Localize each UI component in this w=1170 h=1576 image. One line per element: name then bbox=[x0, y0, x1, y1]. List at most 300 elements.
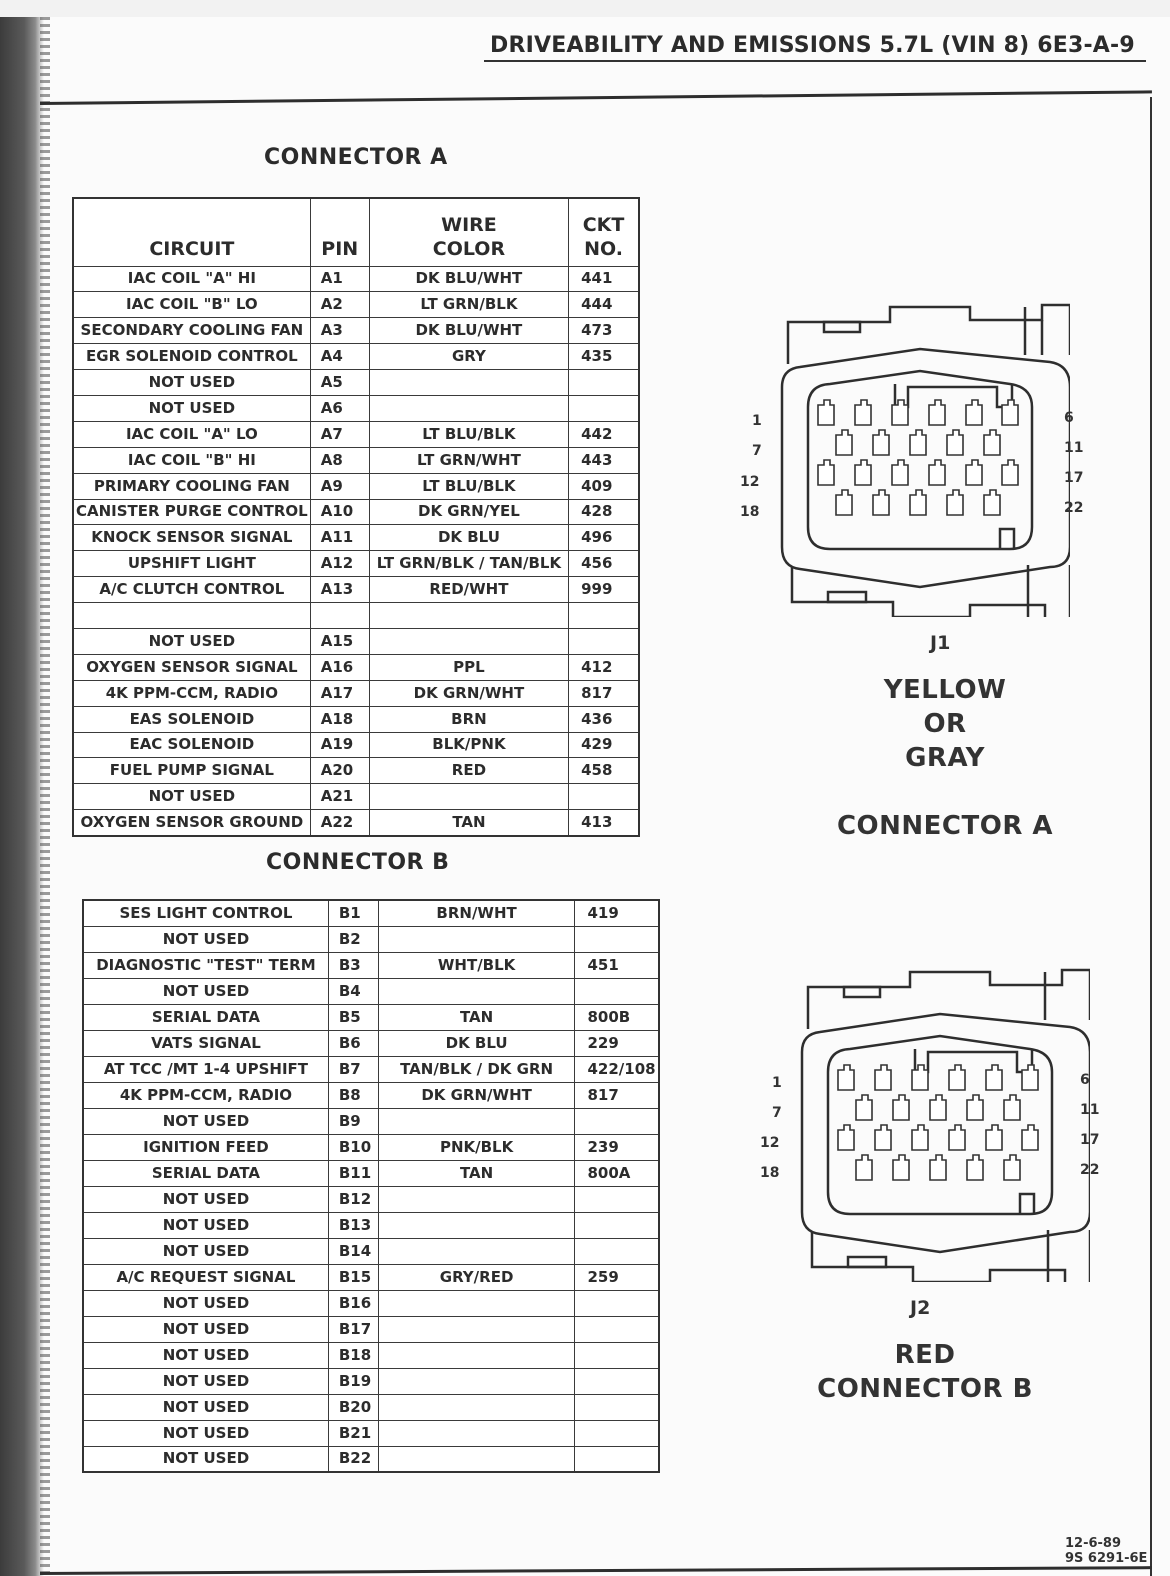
terminal-cavity-icon bbox=[1004, 1095, 1020, 1120]
pin-cell: B12 bbox=[328, 1186, 378, 1212]
pin-cell: B22 bbox=[328, 1446, 378, 1472]
circuit-cell: NOT USED bbox=[83, 1368, 328, 1394]
pin-label-17: 17 bbox=[1080, 1132, 1100, 1148]
pin-cell: A17 bbox=[310, 680, 369, 706]
connector-b-color-label bbox=[810, 1339, 1040, 1407]
wire-color-cell bbox=[378, 1368, 575, 1394]
ckt-number-cell: 229 bbox=[575, 1030, 659, 1056]
pin-label-12: 12 bbox=[740, 474, 760, 490]
terminal-cavity-icon bbox=[893, 1095, 909, 1120]
circuit-cell: NOT USED bbox=[83, 1394, 328, 1420]
terminal-cavity-icon bbox=[967, 1095, 983, 1120]
pin-label-18: 18 bbox=[760, 1165, 780, 1181]
circuit-cell: SECONDARY COOLING FAN bbox=[73, 318, 310, 344]
pin-cell: A3 bbox=[310, 318, 369, 344]
terminal-cavity-icon bbox=[930, 1095, 946, 1120]
ckt-number-cell: 239 bbox=[575, 1134, 659, 1160]
wire-color-cell: LT GRN/BLK bbox=[369, 292, 568, 318]
terminal-cavity-icon bbox=[875, 1065, 891, 1090]
circuit-cell: SES LIGHT CONTROL bbox=[83, 900, 328, 926]
terminal-cavity-icon bbox=[912, 1125, 928, 1150]
ckt-number-cell: 429 bbox=[569, 732, 639, 758]
ckt-number-cell bbox=[575, 1316, 659, 1342]
pin-cell: B18 bbox=[328, 1342, 378, 1368]
wire-color-cell: DK GRN/WHT bbox=[378, 1082, 575, 1108]
terminal-cavity-icon bbox=[947, 490, 963, 515]
table-row bbox=[83, 1290, 659, 1316]
circuit-cell: NOT USED bbox=[83, 1446, 328, 1472]
pin-cell: B9 bbox=[328, 1108, 378, 1134]
pin-label-17: 17 bbox=[1064, 470, 1084, 486]
pin-cell: A16 bbox=[310, 654, 369, 680]
table-row bbox=[83, 926, 659, 952]
circuit-cell: EGR SOLENOID CONTROL bbox=[73, 344, 310, 370]
wire-color-cell: BRN bbox=[369, 706, 568, 732]
table-row bbox=[73, 421, 639, 447]
table-row bbox=[83, 1420, 659, 1446]
table-row bbox=[83, 1316, 659, 1342]
circuit-cell: A/C REQUEST SIGNAL bbox=[83, 1264, 328, 1290]
terminal-cavity-icon bbox=[893, 1155, 909, 1180]
table-row bbox=[83, 1238, 659, 1264]
connector-a-name-label: CONNECTOR A bbox=[836, 811, 1054, 841]
circuit-cell: KNOCK SENSOR SIGNAL bbox=[73, 525, 310, 551]
circuit-cell: VATS SIGNAL bbox=[83, 1030, 328, 1056]
terminal-cavity-icon bbox=[910, 430, 926, 455]
wire-color-cell bbox=[378, 1108, 575, 1134]
manual-page bbox=[0, 17, 1170, 1576]
column-header-wire-color bbox=[369, 198, 568, 266]
wire-color-cell bbox=[378, 1290, 575, 1316]
circuit-cell: NOT USED bbox=[73, 628, 310, 654]
pin-cell: B4 bbox=[328, 978, 378, 1004]
connector-b-rows bbox=[83, 900, 659, 1472]
pin-label-7: 7 bbox=[752, 443, 762, 459]
connector-b-table bbox=[82, 899, 660, 1473]
circuit-cell: NOT USED bbox=[73, 784, 310, 810]
pin-cell: A7 bbox=[310, 421, 369, 447]
circuit-cell: IAC COIL "A" LO bbox=[73, 421, 310, 447]
terminal-cavity-icon bbox=[892, 460, 908, 485]
pin-cell: A20 bbox=[310, 758, 369, 784]
terminal-cavity-icon bbox=[855, 400, 871, 425]
circuit-cell: SERIAL DATA bbox=[83, 1004, 328, 1030]
pin-cell: B5 bbox=[328, 1004, 378, 1030]
ckt-number-cell: 422/108 bbox=[575, 1056, 659, 1082]
connector-j1-label: J1 bbox=[930, 632, 951, 654]
terminal-cavity-icon bbox=[1002, 460, 1018, 485]
ckt-number-cell bbox=[575, 1238, 659, 1264]
table-row bbox=[73, 395, 639, 421]
circuit-cell: CANISTER PURGE CONTROL bbox=[73, 499, 310, 525]
wire-color-cell bbox=[369, 784, 568, 810]
wire-color-cell bbox=[378, 1316, 575, 1342]
frame-top-rule bbox=[40, 90, 1152, 105]
terminal-cavity-icon bbox=[856, 1155, 872, 1180]
ckt-number-cell: 441 bbox=[569, 266, 639, 292]
ckt-number-cell: 458 bbox=[569, 758, 639, 784]
circuit-cell: IGNITION FEED bbox=[83, 1134, 328, 1160]
table-row bbox=[83, 1394, 659, 1420]
table-row bbox=[73, 628, 639, 654]
pin-cell: A10 bbox=[310, 499, 369, 525]
ckt-number-cell: 428 bbox=[569, 499, 639, 525]
table-row bbox=[73, 810, 639, 836]
terminal-cavity-icon bbox=[1022, 1125, 1038, 1150]
circuit-cell: OXYGEN SENSOR GROUND bbox=[73, 810, 310, 836]
circuit-cell: OXYGEN SENSOR SIGNAL bbox=[73, 654, 310, 680]
pin-label-18: 18 bbox=[740, 504, 760, 520]
wire-color-cell: LT BLU/BLK bbox=[369, 421, 568, 447]
ckt-header-line2: NO. bbox=[584, 237, 623, 260]
circuit-cell: NOT USED bbox=[83, 1316, 328, 1342]
ckt-number-cell bbox=[569, 784, 639, 810]
pin-cell: A8 bbox=[310, 447, 369, 473]
color-red: RED bbox=[894, 1340, 956, 1370]
terminal-cavity-icon bbox=[818, 460, 834, 485]
pin-cell: A11 bbox=[310, 525, 369, 551]
page-binding-edge bbox=[0, 17, 44, 1576]
wire-color-cell: LT GRN/BLK / TAN/BLK bbox=[369, 551, 568, 577]
wire-color-cell bbox=[378, 1420, 575, 1446]
circuit-cell: NOT USED bbox=[83, 1108, 328, 1134]
pin-label-11: 11 bbox=[1064, 440, 1084, 456]
column-header-pin: PIN bbox=[310, 198, 369, 266]
table-row bbox=[83, 900, 659, 926]
ckt-number-cell: 444 bbox=[569, 292, 639, 318]
terminal-cavity-icon bbox=[949, 1065, 965, 1090]
table-row bbox=[73, 758, 639, 784]
table-row bbox=[73, 344, 639, 370]
ckt-number-cell: 443 bbox=[569, 447, 639, 473]
circuit-cell bbox=[73, 603, 310, 629]
circuit-cell: NOT USED bbox=[83, 1290, 328, 1316]
pin-label-6: 6 bbox=[1064, 410, 1074, 426]
wire-color-cell: BLK/PNK bbox=[369, 732, 568, 758]
pin-cell: A12 bbox=[310, 551, 369, 577]
connector-j1-diagram bbox=[740, 287, 1084, 654]
wire-color-cell bbox=[378, 1446, 575, 1472]
terminal-cavity-icon bbox=[1002, 400, 1018, 425]
pin-label-12: 12 bbox=[760, 1135, 780, 1151]
circuit-cell: AT TCC /MT 1-4 UPSHIFT bbox=[83, 1056, 328, 1082]
ckt-number-cell bbox=[569, 370, 639, 396]
ckt-number-cell bbox=[575, 1420, 659, 1446]
wire-color-cell bbox=[378, 1394, 575, 1420]
circuit-cell: EAS SOLENOID bbox=[73, 706, 310, 732]
ckt-number-cell: 435 bbox=[569, 344, 639, 370]
terminal-cavity-icon bbox=[836, 430, 852, 455]
terminal-cavity-icon bbox=[838, 1065, 854, 1090]
wire-color-cell bbox=[378, 1186, 575, 1212]
pin-label-11: 11 bbox=[1080, 1102, 1100, 1118]
terminal-cavity-icon bbox=[836, 490, 852, 515]
table-row bbox=[83, 1134, 659, 1160]
terminal-cavity-icon bbox=[873, 490, 889, 515]
terminal-cavity-icon bbox=[929, 460, 945, 485]
ckt-number-cell: 413 bbox=[569, 810, 639, 836]
pin-cell: A2 bbox=[310, 292, 369, 318]
wire-color-cell: LT GRN/WHT bbox=[369, 447, 568, 473]
ckt-number-cell: 419 bbox=[575, 900, 659, 926]
pin-cell: B19 bbox=[328, 1368, 378, 1394]
page-header-title: DRIVEABILITY AND EMISSIONS 5.7L (VIN 8) 6E3-A-9 bbox=[490, 33, 1135, 58]
circuit-cell: SERIAL DATA bbox=[83, 1160, 328, 1186]
pin-cell: A5 bbox=[310, 370, 369, 396]
circuit-cell: DIAGNOSTIC "TEST" TERM bbox=[83, 952, 328, 978]
ckt-number-cell: 496 bbox=[569, 525, 639, 551]
wire-color-cell bbox=[378, 1342, 575, 1368]
circuit-cell: 4K PPM-CCM, RADIO bbox=[83, 1082, 328, 1108]
pin-cell: B15 bbox=[328, 1264, 378, 1290]
table-row bbox=[83, 1342, 659, 1368]
wire-color-cell bbox=[378, 926, 575, 952]
wire-color-cell: DK BLU bbox=[369, 525, 568, 551]
wire-color-cell: TAN bbox=[378, 1160, 575, 1186]
table-row bbox=[83, 1186, 659, 1212]
ckt-number-cell bbox=[569, 603, 639, 629]
footer-figure-code: 9S 6291-6E bbox=[1065, 1550, 1148, 1566]
ckt-number-cell: 451 bbox=[575, 952, 659, 978]
wire-header-line1: WIRE bbox=[441, 214, 497, 236]
pin-cell: B16 bbox=[328, 1290, 378, 1316]
circuit-cell: IAC COIL "B" LO bbox=[73, 292, 310, 318]
table-row bbox=[73, 525, 639, 551]
terminal-cavity-icon bbox=[855, 460, 871, 485]
column-header-circuit: CIRCUIT bbox=[73, 198, 310, 266]
ckt-number-cell: 817 bbox=[569, 680, 639, 706]
ckt-number-cell bbox=[569, 395, 639, 421]
ckt-number-cell bbox=[575, 1186, 659, 1212]
circuit-cell: NOT USED bbox=[73, 370, 310, 396]
circuit-cell: NOT USED bbox=[83, 926, 328, 952]
table-row bbox=[83, 1004, 659, 1030]
wire-color-cell: TAN/BLK / DK GRN bbox=[378, 1056, 575, 1082]
table-row bbox=[73, 292, 639, 318]
pin-cell: B8 bbox=[328, 1082, 378, 1108]
pin-cell: B11 bbox=[328, 1160, 378, 1186]
wire-color-cell bbox=[378, 978, 575, 1004]
ckt-number-cell: 442 bbox=[569, 421, 639, 447]
table-row bbox=[73, 654, 639, 680]
table-row bbox=[73, 370, 639, 396]
wire-color-cell: DK GRN/YEL bbox=[369, 499, 568, 525]
pin-cell: A1 bbox=[310, 266, 369, 292]
ckt-number-cell bbox=[575, 926, 659, 952]
wire-color-cell bbox=[369, 370, 568, 396]
wire-color-cell: DK BLU/WHT bbox=[369, 266, 568, 292]
pin-cell: A22 bbox=[310, 810, 369, 836]
ckt-number-cell: 817 bbox=[575, 1082, 659, 1108]
terminal-cavity-icon bbox=[966, 460, 982, 485]
wire-color-cell: GRY/RED bbox=[378, 1264, 575, 1290]
terminal-cavity-icon bbox=[838, 1125, 854, 1150]
color-or: OR bbox=[923, 708, 967, 739]
color-yellow: YELLOW bbox=[883, 675, 1007, 705]
ckt-number-cell: 800A bbox=[575, 1160, 659, 1186]
circuit-cell: NOT USED bbox=[83, 1186, 328, 1212]
ckt-number-cell bbox=[569, 628, 639, 654]
table-row bbox=[73, 603, 639, 629]
ckt-header-line1: CKT bbox=[582, 214, 625, 236]
ckt-number-cell: 456 bbox=[569, 551, 639, 577]
table-row bbox=[83, 1212, 659, 1238]
wire-color-cell: WHT/BLK bbox=[378, 952, 575, 978]
connector-j2-label: J2 bbox=[910, 1297, 931, 1319]
pin-label-7: 7 bbox=[772, 1105, 782, 1121]
circuit-cell: IAC COIL "A" HI bbox=[73, 266, 310, 292]
connector-b-name-label: CONNECTOR B bbox=[817, 1373, 1033, 1404]
wire-color-cell: DK BLU/WHT bbox=[369, 318, 568, 344]
pin-cell: B6 bbox=[328, 1030, 378, 1056]
table-row bbox=[73, 499, 639, 525]
connector-j1-drawing bbox=[770, 287, 1070, 617]
footer-date: 12-6-89 bbox=[1065, 1536, 1122, 1551]
terminal-cavity-icon bbox=[910, 490, 926, 515]
circuit-cell: NOT USED bbox=[83, 1238, 328, 1264]
table-row bbox=[83, 1446, 659, 1472]
terminal-cavity-icon bbox=[929, 400, 945, 425]
pin-cell: A13 bbox=[310, 577, 369, 603]
terminal-cavity-icon bbox=[1022, 1065, 1038, 1090]
circuit-cell: A/C CLUTCH CONTROL bbox=[73, 577, 310, 603]
pin-cell: B20 bbox=[328, 1394, 378, 1420]
circuit-cell: IAC COIL "B" HI bbox=[73, 447, 310, 473]
connector-j2-diagram bbox=[760, 952, 1100, 1319]
pin-cell: A15 bbox=[310, 628, 369, 654]
wire-color-cell: PNK/BLK bbox=[378, 1134, 575, 1160]
wire-color-cell: RED bbox=[369, 758, 568, 784]
wire-color-cell: DK BLU bbox=[378, 1030, 575, 1056]
terminal-cavity-icon bbox=[986, 1065, 1002, 1090]
table-row bbox=[83, 1030, 659, 1056]
wire-color-cell bbox=[378, 1238, 575, 1264]
ckt-number-cell bbox=[575, 978, 659, 1004]
frame-right-rule bbox=[1150, 97, 1152, 1576]
wire-color-cell bbox=[369, 628, 568, 654]
circuit-cell: UPSHIFT LIGHT bbox=[73, 551, 310, 577]
pin-cell: B3 bbox=[328, 952, 378, 978]
wire-color-cell: PPL bbox=[369, 654, 568, 680]
pin-label-1: 1 bbox=[772, 1075, 782, 1091]
wire-color-cell: GRY bbox=[369, 344, 568, 370]
table-row bbox=[83, 1264, 659, 1290]
ckt-number-cell: 473 bbox=[569, 318, 639, 344]
ckt-number-cell bbox=[575, 1342, 659, 1368]
terminal-cavity-icon bbox=[984, 490, 1000, 515]
pin-cell: B10 bbox=[328, 1134, 378, 1160]
ckt-number-cell bbox=[575, 1394, 659, 1420]
pin-label-22: 22 bbox=[1080, 1162, 1100, 1178]
table-row bbox=[83, 1108, 659, 1134]
wire-header-line2: COLOR bbox=[432, 237, 506, 260]
pin-label-1: 1 bbox=[752, 413, 762, 429]
circuit-cell: 4K PPM-CCM, RADIO bbox=[73, 680, 310, 706]
wire-color-cell bbox=[378, 1212, 575, 1238]
wire-color-cell: DK GRN/WHT bbox=[369, 680, 568, 706]
circuit-cell: NOT USED bbox=[73, 395, 310, 421]
ckt-number-cell: 259 bbox=[575, 1264, 659, 1290]
table-row bbox=[83, 1160, 659, 1186]
color-gray: GRAY bbox=[905, 742, 985, 773]
connector-j2-drawing bbox=[790, 952, 1090, 1282]
terminal-cavity-icon bbox=[984, 430, 1000, 455]
circuit-cell: NOT USED bbox=[83, 1342, 328, 1368]
pin-cell: B14 bbox=[328, 1238, 378, 1264]
ckt-number-cell: 800B bbox=[575, 1004, 659, 1030]
table-row bbox=[73, 784, 639, 810]
pin-cell: B1 bbox=[328, 900, 378, 926]
pin-cell: A19 bbox=[310, 732, 369, 758]
terminal-cavity-icon bbox=[873, 430, 889, 455]
table-row bbox=[83, 952, 659, 978]
pin-label-22: 22 bbox=[1064, 500, 1084, 516]
table-row bbox=[73, 577, 639, 603]
ckt-number-cell bbox=[575, 1108, 659, 1134]
pin-cell: A6 bbox=[310, 395, 369, 421]
ckt-number-cell bbox=[575, 1368, 659, 1394]
terminal-cavity-icon bbox=[930, 1155, 946, 1180]
terminal-cavity-icon bbox=[967, 1155, 983, 1180]
pin-cell bbox=[310, 603, 369, 629]
wire-color-cell: LT BLU/BLK bbox=[369, 473, 568, 499]
pin-cell: A18 bbox=[310, 706, 369, 732]
circuit-cell: FUEL PUMP SIGNAL bbox=[73, 758, 310, 784]
ckt-number-cell bbox=[575, 1290, 659, 1316]
header-underline bbox=[484, 60, 1146, 62]
pin-cell: B17 bbox=[328, 1316, 378, 1342]
footer-document-code bbox=[1065, 1537, 1147, 1567]
table-row bbox=[73, 706, 639, 732]
wire-color-cell: RED/WHT bbox=[369, 577, 568, 603]
wire-color-cell: BRN/WHT bbox=[378, 900, 575, 926]
table-row bbox=[73, 732, 639, 758]
circuit-cell: PRIMARY COOLING FAN bbox=[73, 473, 310, 499]
terminal-cavity-icon bbox=[966, 400, 982, 425]
table-row bbox=[83, 1368, 659, 1394]
terminal-cavity-icon bbox=[818, 400, 834, 425]
table-row bbox=[73, 680, 639, 706]
connector-a-rows bbox=[73, 266, 639, 836]
connector-a-title: CONNECTOR A bbox=[264, 145, 448, 170]
ckt-number-cell: 409 bbox=[569, 473, 639, 499]
table-row bbox=[73, 551, 639, 577]
circuit-cell: NOT USED bbox=[83, 1212, 328, 1238]
terminal-cavity-icon bbox=[986, 1125, 1002, 1150]
terminal-cavity-icon bbox=[1004, 1155, 1020, 1180]
terminal-cavity-icon bbox=[856, 1095, 872, 1120]
terminal-cavity-icon bbox=[949, 1125, 965, 1150]
wire-color-cell: TAN bbox=[378, 1004, 575, 1030]
ckt-number-cell: 436 bbox=[569, 706, 639, 732]
wire-color-cell bbox=[369, 603, 568, 629]
pin-label-6: 6 bbox=[1080, 1072, 1090, 1088]
table-row bbox=[83, 1056, 659, 1082]
connector-b-title: CONNECTOR B bbox=[266, 850, 450, 875]
terminal-cavity-icon bbox=[947, 430, 963, 455]
pin-cell: B13 bbox=[328, 1212, 378, 1238]
table-row bbox=[83, 978, 659, 1004]
table-row bbox=[73, 447, 639, 473]
terminal-cavity-icon bbox=[875, 1125, 891, 1150]
pin-cell: A4 bbox=[310, 344, 369, 370]
circuit-cell: NOT USED bbox=[83, 1420, 328, 1446]
column-header-ckt-no bbox=[569, 198, 639, 266]
wire-color-cell bbox=[369, 395, 568, 421]
table-row bbox=[73, 266, 639, 292]
connector-a-color-label bbox=[845, 674, 1045, 775]
pin-cell: B7 bbox=[328, 1056, 378, 1082]
